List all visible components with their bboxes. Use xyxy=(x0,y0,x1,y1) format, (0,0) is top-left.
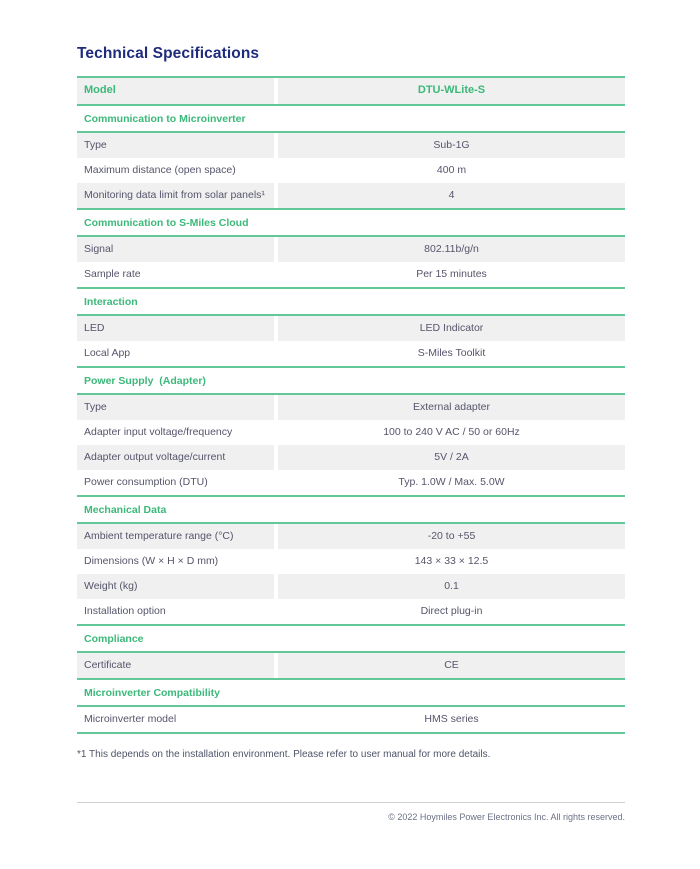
row-label: Microinverter model xyxy=(84,713,177,726)
row-value: 400 m xyxy=(436,164,467,177)
table-row xyxy=(77,183,625,208)
table-row xyxy=(77,653,625,678)
row-label: Adapter input voltage/frequency xyxy=(84,426,233,439)
table-row xyxy=(77,133,625,158)
row-value: External adapter xyxy=(278,395,625,420)
section-compliance xyxy=(77,624,625,678)
table-row xyxy=(77,262,625,287)
row-value: Per 15 minutes xyxy=(416,268,487,281)
row-label: Type xyxy=(77,133,274,158)
table-row xyxy=(77,158,625,183)
row-label: Ambient temperature range (°C) xyxy=(77,524,274,549)
table-row xyxy=(77,420,625,445)
section-title: Interaction xyxy=(77,287,625,316)
model-header-value: DTU-WLite-S xyxy=(278,78,625,104)
section-title: Compliance xyxy=(77,624,625,653)
spec-table xyxy=(77,76,625,734)
section-microinverter-compatibility xyxy=(77,678,625,732)
table-row xyxy=(77,574,625,599)
section-title: Communication to S-Miles Cloud xyxy=(77,208,625,237)
row-value: LED Indicator xyxy=(278,316,625,341)
section-title: Mechanical Data xyxy=(77,495,625,524)
table-row xyxy=(77,237,625,262)
table-row xyxy=(77,599,625,624)
section-interaction xyxy=(77,287,625,366)
section-power-supply-adapter xyxy=(77,366,625,495)
table-row xyxy=(77,341,625,366)
row-value: Direct plug-in xyxy=(420,605,483,618)
row-label: Local App xyxy=(84,347,131,360)
row-label: Sample rate xyxy=(84,268,141,281)
section-communication-to-microinverter xyxy=(77,104,625,208)
row-value: 0.1 xyxy=(278,574,625,599)
section-communication-to-smiles-cloud xyxy=(77,208,625,287)
row-value: HMS series xyxy=(424,713,479,726)
table-header-row xyxy=(77,78,625,104)
table-row xyxy=(77,470,625,495)
footnote: *1 This depends on the installation environment. Please refer to user manual for more details. xyxy=(77,749,491,760)
row-label: Dimensions (W × H × D mm) xyxy=(84,555,219,568)
row-value: -20 to +55 xyxy=(278,524,625,549)
row-label: LED xyxy=(77,316,274,341)
row-value: 100 to 240 V AC / 50 or 60Hz xyxy=(383,426,520,439)
table-row xyxy=(77,707,625,732)
model-header-label: Model xyxy=(77,78,274,104)
footer-divider xyxy=(77,802,625,803)
row-value: Sub-1G xyxy=(278,133,625,158)
table-row xyxy=(77,549,625,574)
row-value: 802.11b/g/n xyxy=(278,237,625,262)
row-label: Certificate xyxy=(77,653,274,678)
table-row xyxy=(77,445,625,470)
section-mechanical-data xyxy=(77,495,625,624)
row-label: Type xyxy=(77,395,274,420)
section-title: Communication to Microinverter xyxy=(77,104,625,133)
row-value: Typ. 1.0W / Max. 5.0W xyxy=(398,476,505,489)
section-title: Microinverter Compatibility xyxy=(77,678,625,707)
row-value: CE xyxy=(278,653,625,678)
row-label: Power consumption (DTU) xyxy=(84,476,208,489)
row-label: Weight (kg) xyxy=(77,574,274,599)
table-row xyxy=(77,316,625,341)
row-value: 5V / 2A xyxy=(278,445,625,470)
page-title: Technical Specifications xyxy=(77,45,260,62)
table-row xyxy=(77,524,625,549)
row-label: Monitoring data limit from solar panels¹ xyxy=(77,183,274,208)
table-row xyxy=(77,395,625,420)
row-label: Installation option xyxy=(84,605,166,618)
row-label: Maximum distance (open space) xyxy=(84,164,236,177)
copyright-text: © 2022 Hoymiles Power Electronics Inc. All rights reserved. xyxy=(388,812,625,822)
row-label: Signal xyxy=(77,237,274,262)
row-value: S-Miles Toolkit xyxy=(417,347,486,360)
row-value: 143 × 33 × 12.5 xyxy=(414,555,489,568)
row-value: 4 xyxy=(278,183,625,208)
row-label: Adapter output voltage/current xyxy=(77,445,274,470)
section-title: Power Supply (Adapter) xyxy=(77,366,625,395)
